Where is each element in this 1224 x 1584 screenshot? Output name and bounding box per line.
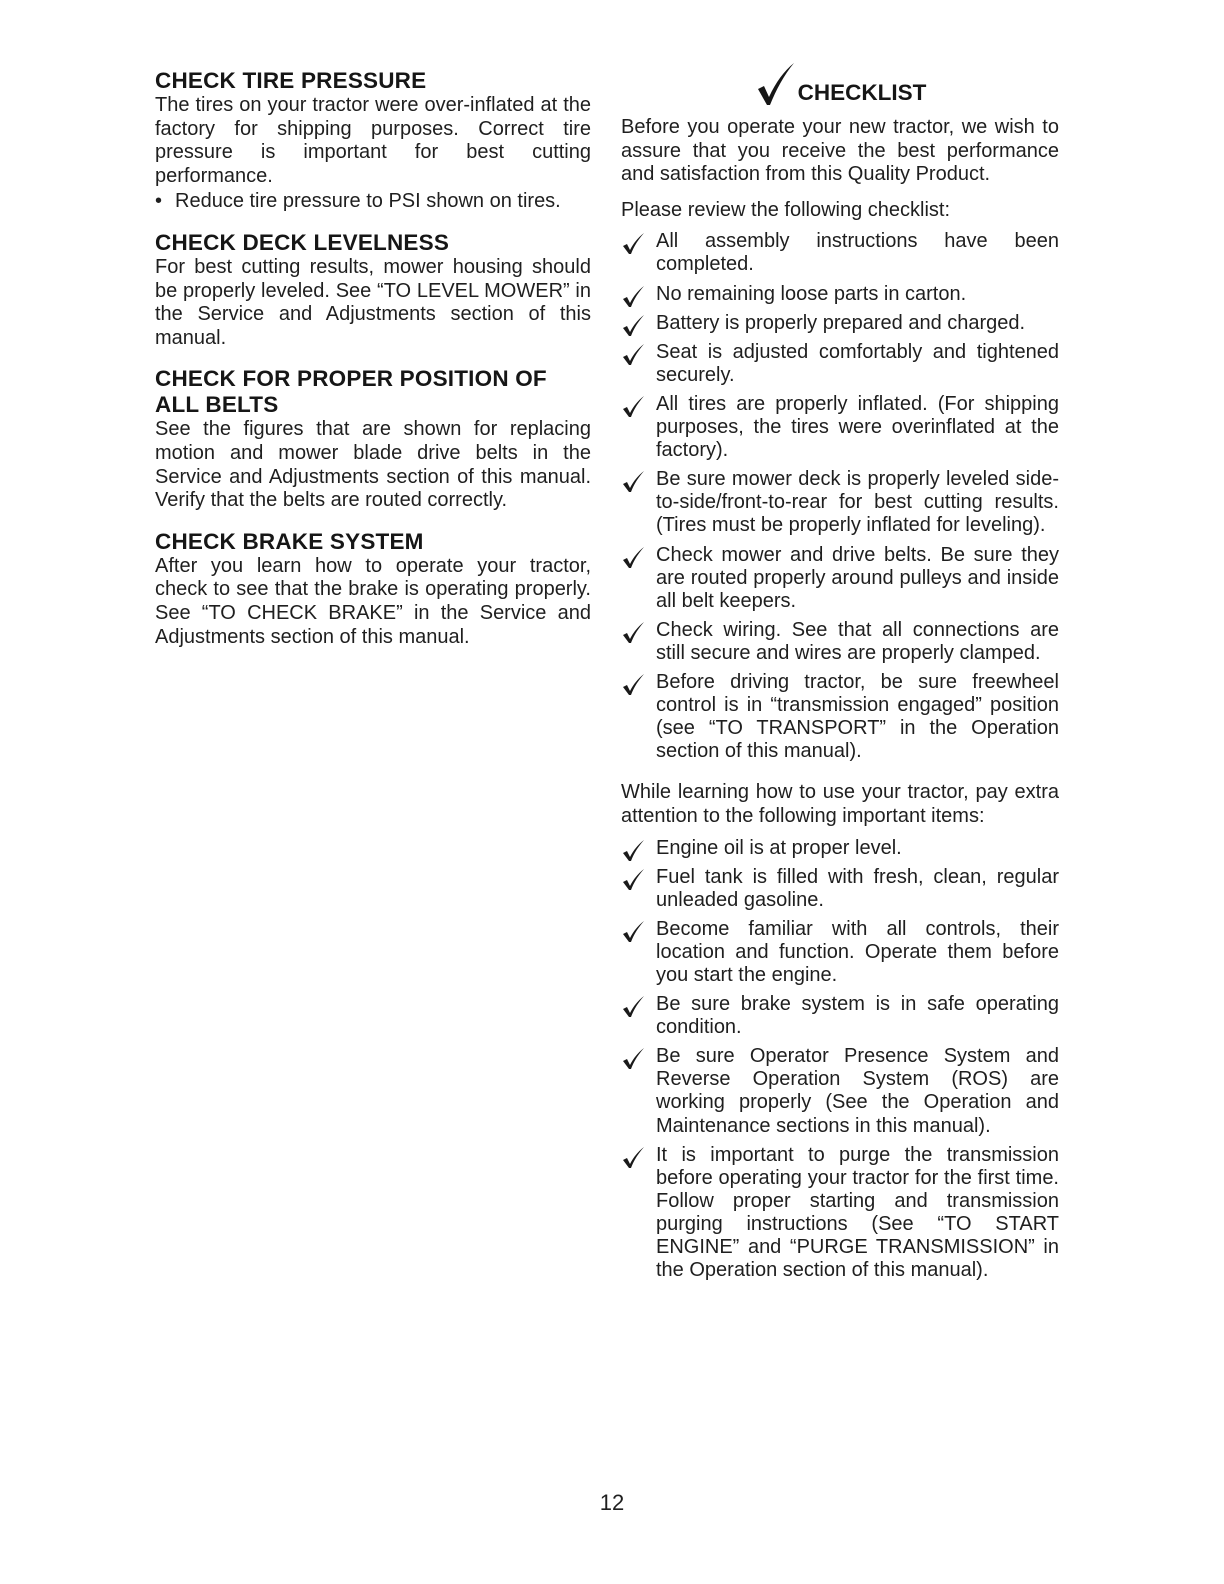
list-item	[621, 312, 1059, 335]
list-item	[621, 866, 1059, 912]
list-item	[621, 619, 1059, 665]
check-mark-icon	[621, 840, 645, 862]
while-learning-text: While learning how to use your tractor, pay extra attention to the following important items:	[621, 781, 1059, 827]
list-item-text: Battery is properly prepared and charged.	[656, 311, 1026, 334]
check-mark-icon	[754, 62, 796, 106]
check-mark-icon	[621, 233, 645, 255]
list-item	[621, 918, 1059, 987]
checklist-list-1	[621, 230, 1059, 763]
check-mark-icon	[621, 344, 645, 366]
checklist-heading	[621, 62, 1059, 106]
section-title-tire-pressure: CHECK TIRE PRESSURE	[155, 68, 427, 93]
check-mark-icon	[621, 996, 645, 1018]
list-item-text: No remaining loose parts in carton.	[656, 282, 967, 305]
right-column	[621, 62, 1059, 1288]
list-item-text: Engine oil is at proper level.	[656, 836, 902, 859]
list-item	[621, 1144, 1059, 1283]
list-item	[621, 283, 1059, 306]
list-item	[621, 1045, 1059, 1137]
check-mark-icon	[621, 869, 645, 891]
check-mark-icon	[621, 396, 645, 418]
list-item	[621, 341, 1059, 387]
section-title-belts: CHECK FOR PROPER POSITION OF ALL BELTS	[155, 366, 547, 418]
section-title-brake: CHECK BRAKE SYSTEM	[155, 528, 424, 554]
check-mark-icon	[621, 622, 645, 644]
checklist-intro: Before you operate your new tractor, we wish to assure that you receive the best performance and satisfaction from this Quality Product.	[621, 116, 1059, 186]
checklist-list-2	[621, 837, 1059, 1283]
check-mark-icon	[621, 921, 645, 943]
list-item-text: Fuel tank is filled with fresh, clean, regular unleaded gasoline.	[656, 865, 1059, 911]
list-item	[621, 468, 1059, 537]
check-mark-icon	[621, 286, 645, 308]
check-mark-icon	[621, 471, 645, 493]
list-item-text: It is important to purge the transmission before operating your tractor for the first time. Follow proper starting and transmission purging instructions (See “TO START ENGINE” and “PURGE TRANSMISSION” in the Operation section of this manual).	[656, 1143, 1059, 1282]
section-body-brake: After you learn how to operate your tractor, check to see that the brake is operating properly. See “TO CHECK BRAKE” in the Service and Adjustments section of this manual.	[155, 554, 591, 648]
checklist-title: CHECKLIST	[797, 80, 927, 105]
list-item-text: Seat is adjusted comfortably and tightened securely.	[656, 340, 1059, 386]
list-item	[621, 393, 1059, 462]
section-body-tire-pressure: The tires on your tractor were over-inflated at the factory for shipping purposes. Correct tire pressure is important for best cutting performance.	[155, 94, 591, 187]
list-item-text: All tires are properly inflated. (For shipping purposes, the tires were overinflated at the factory).	[656, 392, 1059, 462]
list-item-text: All assembly instructions have been completed.	[656, 230, 1059, 276]
bullet-item	[155, 190, 591, 214]
section-title-deck-levelness: CHECK DECK LEVELNESS	[155, 229, 450, 255]
left-column	[155, 62, 591, 649]
check-mark-icon	[621, 547, 645, 569]
list-item	[621, 230, 1059, 276]
list-item-text: Check wiring. See that all connections are still secure and wires are properly clamped.	[656, 618, 1059, 664]
section-body-belts: See the figures that are shown for replacing motion and mower blade drive belts in the Service and Adjustments section of this manual. Verify that the belts are routed correctly.	[155, 418, 591, 512]
section-body-deck-levelness: For best cutting results, mower housing should be properly leveled. See “TO LEVEL MOWER” in the Service and Adjustments section of this manual.	[155, 255, 591, 349]
page-number: 12	[599, 1490, 625, 1515]
list-item-text: Be sure Operator Presence System and Reverse Operation System (ROS) are working properly (See the Operation and Maintenance sections in this manual).	[656, 1045, 1059, 1137]
list-item-text: Be sure brake system is in safe operating condition.	[656, 993, 1059, 1039]
bullet-dot-icon: •	[155, 190, 163, 213]
list-item	[621, 837, 1059, 860]
check-mark-icon	[621, 1048, 645, 1070]
bullet-text: Reduce tire pressure to PSI shown on tires.	[175, 190, 561, 213]
list-item-text: Before driving tractor, be sure freewheel control is in “transmission engaged” position (see “TO TRANSPORT” in the Operation section of this manual).	[656, 670, 1059, 763]
list-item-text: Be sure mower deck is properly leveled side-to-side/front-to-rear for best cutting results. (Tires must be properly inflated for leveling).	[656, 468, 1059, 537]
list-item	[621, 544, 1059, 613]
check-mark-icon	[621, 1147, 645, 1169]
check-mark-icon	[621, 315, 645, 337]
list-item-text: Check mower and drive belts. Be sure they are routed properly around pulleys and inside all belt keepers.	[656, 543, 1059, 612]
list-item-text: Become familiar with all controls, their location and function. Operate them before you start the engine.	[656, 917, 1059, 986]
checklist-review: Please review the following checklist:	[621, 198, 951, 221]
check-mark-icon	[621, 674, 645, 696]
list-item	[621, 671, 1059, 763]
list-item	[621, 993, 1059, 1039]
